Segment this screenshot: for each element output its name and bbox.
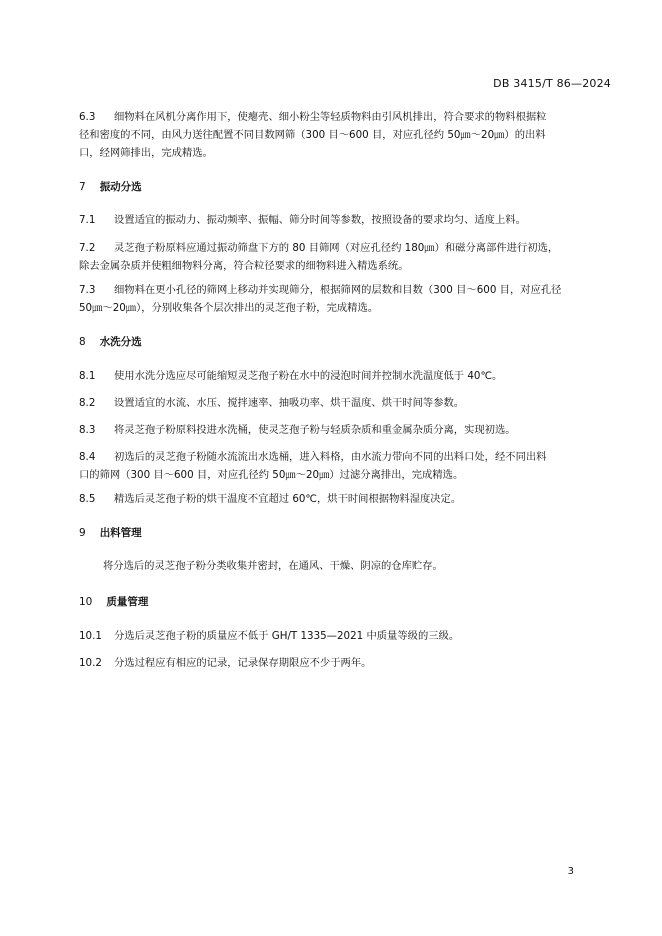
clause-number: 8.4 — [79, 451, 96, 463]
clause-8-5 — [79, 490, 619, 508]
clause-text-line: 初选后的灵芝孢子粉随水流流出水选桶，进入料格，由水流力带向不同的出料口处，经不同出料 — [114, 451, 547, 463]
section-number: 10 — [79, 596, 93, 608]
clause-text-line: 口的筛网（300 目～600 目，对应孔径约 50㎛～20㎛）过滤分离排出，完成精选。 — [79, 469, 464, 481]
clause-7-3 — [79, 281, 619, 317]
section-title: 质量管理 — [106, 596, 149, 608]
clause-number: 7.1 — [79, 214, 96, 226]
section-title: 振动分选 — [99, 181, 142, 193]
clause-text-line: 分选后灵芝孢子粉的质量应不低于 GH/T 1335—2021 中质量等级的三级。 — [114, 630, 460, 642]
section-heading-8 — [79, 334, 142, 349]
clause-10-2 — [79, 654, 619, 672]
clause-number: 7.3 — [79, 284, 96, 296]
clause-text-line: 将灵芝孢子粉原料投进水洗桶，使灵芝孢子粉与轻质杂质和重金属杂质分离，实现初选。 — [114, 424, 516, 436]
clause-text-line: 细物料在更小孔径的筛网上移动并实现筛分，根据筛网的层数和目数（300 目～600 目，对应孔径 — [114, 284, 562, 296]
clause-8-2 — [79, 394, 619, 412]
clause-7-1 — [79, 211, 619, 229]
section-number: 8 — [79, 336, 86, 348]
clause-number: 8.2 — [79, 397, 96, 409]
clause-8-4 — [79, 448, 619, 484]
clause-10-1 — [79, 627, 619, 645]
clause-number: 10.1 — [79, 630, 102, 642]
section-number: 9 — [79, 527, 86, 539]
clause-text-line: 分选过程应有相应的记录，记录保存期限应不少于两年。 — [114, 657, 372, 669]
clause-text-line: 除去金属杂质并使粗细物料分离，符合粒径要求的细物料进入精选系统。 — [79, 260, 409, 272]
clause-text-line: 细物料在风机分离作用下，使瘪壳、细小粉尘等轻质物料由引风机排出，符合要求的物料根据粒 — [114, 111, 547, 123]
section-heading-7 — [79, 179, 142, 194]
clause-text-line: 设置适宜的水流、水压、搅拌速率、抽吸功率、烘干温度、烘干时间等参数。 — [114, 397, 465, 409]
clause-number: 10.2 — [79, 657, 102, 669]
clause-number: 7.2 — [79, 242, 96, 254]
clause-8-1 — [79, 367, 619, 385]
section-9-paragraph: 将分选后的灵芝孢子粉分类收集并密封，在通风、干燥、阴凉的仓库贮存。 — [103, 560, 443, 572]
clause-text-line: 50㎛～20㎛），分别收集各个层次排出的灵芝孢子粉，完成精选。 — [79, 302, 379, 314]
clause-number: 8.5 — [79, 493, 96, 505]
clause-text-line: 口，经网筛排出，完成精选。 — [79, 147, 213, 159]
section-title: 水洗分选 — [99, 336, 142, 348]
clause-number: 6.3 — [79, 111, 96, 123]
clause-8-3 — [79, 421, 619, 439]
clause-text-line: 设置适宜的振动力、振动频率、振幅、筛分时间等参数，按照设备的要求均匀、适度上料。 — [114, 214, 526, 226]
clause-text-line: 径和密度的不同，由风力送往配置不同目数网筛（300 目～600 目，对应孔径约 50㎛～20㎛）的出料 — [79, 129, 546, 141]
page-number: 3 — [567, 866, 574, 877]
clause-text-line: 使用水洗分选应尽可能缩短灵芝孢子粉在水中的浸泡时间并控制水洗温度低于 40℃。 — [114, 370, 503, 382]
clause-text-line: 精选后灵芝孢子粉的烘干温度不宜超过 60℃，烘干时间根据物料湿度决定。 — [114, 493, 462, 505]
clause-6-3 — [79, 108, 619, 162]
section-number: 7 — [79, 181, 86, 193]
clause-text-line: 灵芝孢子粉原料应通过振动筛盘下方的 80 目筛网（对应孔径约 180㎛）和磁分离部件进行初选， — [114, 242, 559, 254]
clause-7-2 — [79, 239, 619, 275]
section-title: 出料管理 — [99, 527, 142, 539]
clause-number: 8.1 — [79, 370, 96, 382]
clause-number: 8.3 — [79, 424, 96, 436]
section-heading-10 — [79, 594, 148, 609]
section-heading-9 — [79, 525, 142, 540]
document-code: DB 3415/T 86—2024 — [493, 77, 611, 90]
